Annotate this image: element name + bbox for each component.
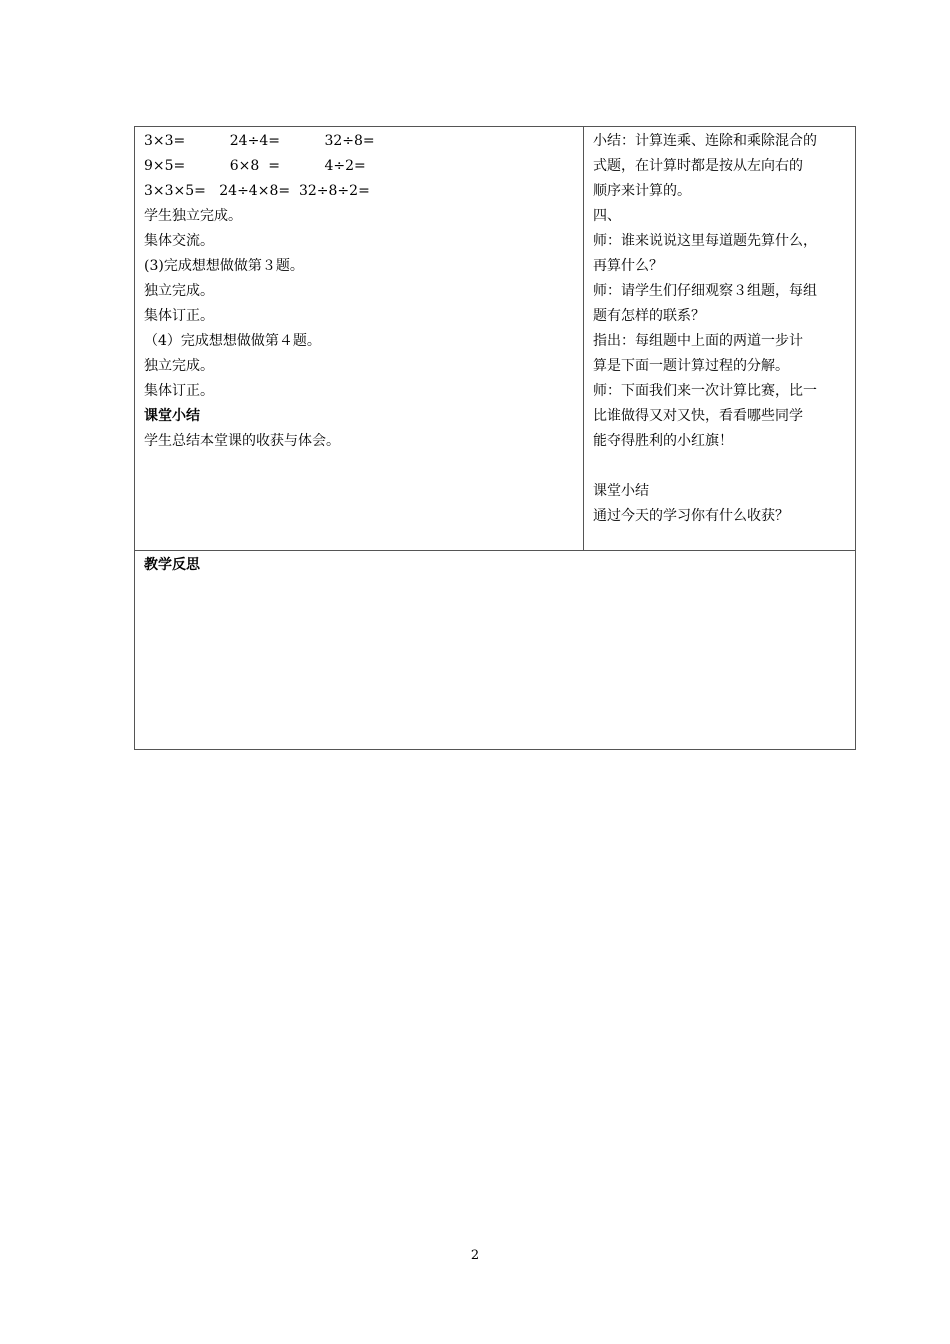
activity-line: 9×5= 6×8 = 4÷2= bbox=[144, 158, 366, 174]
guidance-line: 算是下面一题计算过程的分解。 bbox=[593, 358, 789, 374]
activity-line: 3×3×5= 24÷4×8= 32÷8÷2= bbox=[144, 183, 370, 199]
guidance-line: 课堂小结 bbox=[593, 483, 649, 499]
activity-line: 独立完成。 bbox=[144, 283, 214, 299]
guidance-line: 比谁做得又对又快，看看哪些同学 bbox=[593, 408, 803, 424]
guidance-line: 题有怎样的联系？ bbox=[593, 308, 705, 324]
student-activity-cell bbox=[135, 127, 584, 550]
guidance-line: 指出：每组题中上面的两道一步计 bbox=[593, 333, 803, 349]
activity-line: 学生总结本堂课的收获与体会。 bbox=[144, 433, 340, 449]
guidance-line: 式题，在计算时都是按从左向右的 bbox=[593, 158, 803, 174]
guidance-line: 通过今天的学习你有什么收获？ bbox=[593, 508, 789, 524]
activity-line: 学生独立完成。 bbox=[144, 208, 242, 224]
guidance-line: 师：请学生们仔细观察３组题，每组 bbox=[593, 283, 817, 299]
guidance-line: 师：下面我们来一次计算比赛，比一 bbox=[593, 383, 817, 399]
teacher-guidance-lines bbox=[593, 129, 817, 529]
reflection-title: 教学反思 bbox=[144, 557, 200, 573]
lesson-table bbox=[134, 126, 856, 750]
guidance-line: 师：谁来说说这里每道题先算什么， bbox=[593, 233, 817, 249]
activity-line: 3×3= 24÷4= 32÷8= bbox=[144, 133, 375, 149]
reflection-cell bbox=[135, 551, 855, 749]
teacher-guidance-cell bbox=[584, 127, 855, 550]
guidance-line: 四、 bbox=[593, 208, 621, 224]
student-activity-lines bbox=[144, 129, 375, 454]
guidance-line bbox=[593, 454, 817, 479]
guidance-line: 顺序来计算的。 bbox=[593, 183, 691, 199]
activity-line: 独立完成。 bbox=[144, 358, 214, 374]
activity-line: (3)完成想想做做第３题。 bbox=[144, 258, 304, 274]
activity-line: 集体订正。 bbox=[144, 383, 214, 399]
section-heading: 课堂小结 bbox=[144, 408, 200, 424]
guidance-line: 能夺得胜利的小红旗！ bbox=[593, 433, 733, 449]
activity-line: （4）完成想想做做第４题。 bbox=[144, 333, 321, 349]
page-number: 2 bbox=[470, 1248, 480, 1263]
guidance-line: 小结：计算连乘、连除和乘除混合的 bbox=[593, 133, 817, 149]
activity-line: 集体订正。 bbox=[144, 308, 214, 324]
activity-line: 集体交流。 bbox=[144, 233, 214, 249]
guidance-line: 再算什么？ bbox=[593, 258, 663, 274]
lesson-row bbox=[135, 127, 855, 551]
